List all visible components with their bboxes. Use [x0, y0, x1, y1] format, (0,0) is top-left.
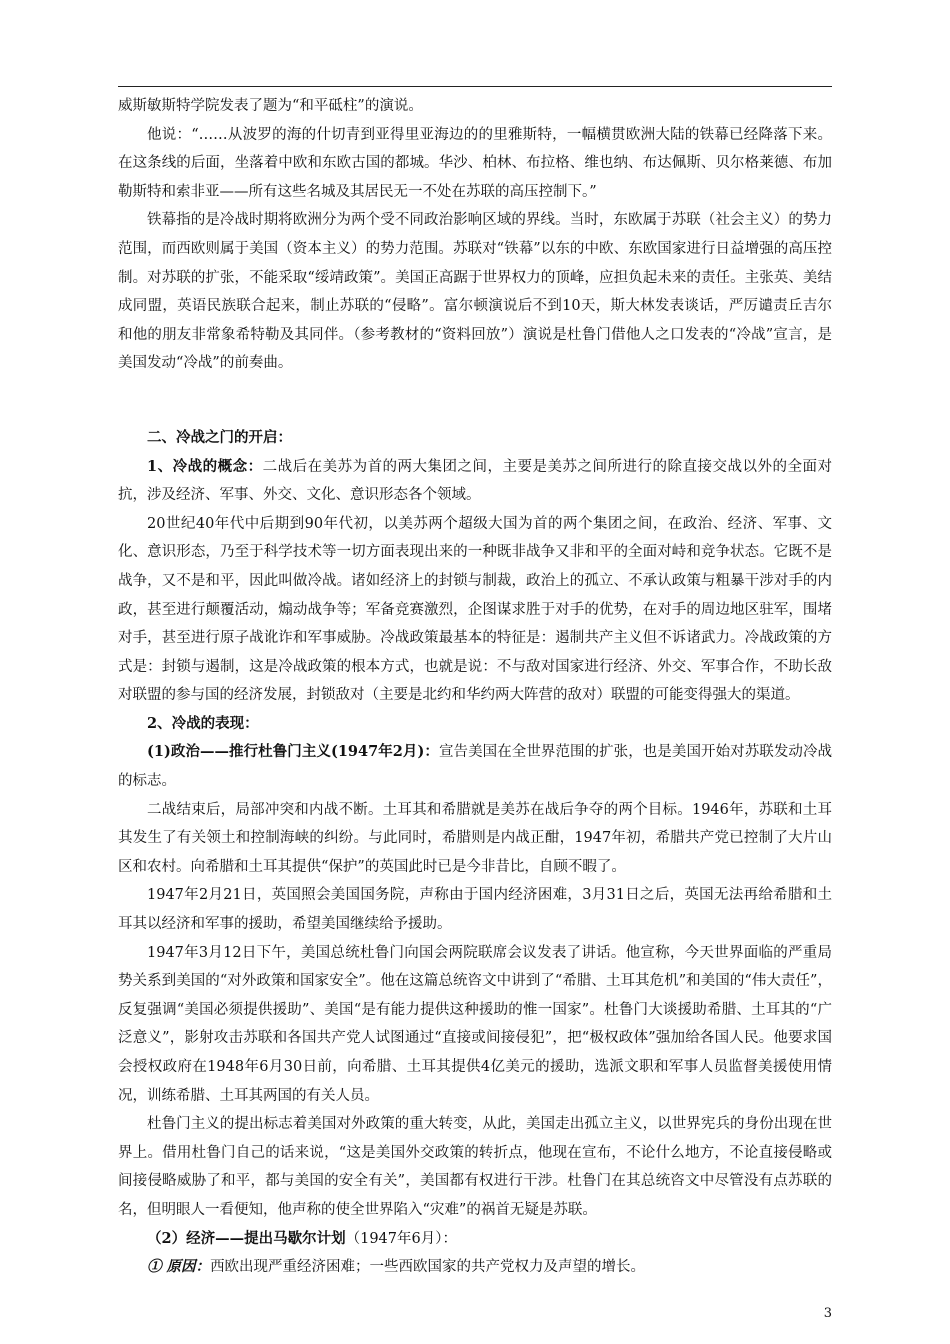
paragraph [118, 453, 832, 510]
paragraph-text: 西欧出现严重经济困难；一些西欧国家的共产党权力及声望的增长。 [210, 1259, 646, 1276]
paragraph-text: 二战后在美苏为首的两大集团之间，主要是美苏之间所进行的除直接交战以外的全面对抗，涉及经济、军事、外交、文化、意识形态各个领域。 [118, 458, 832, 504]
subheading-label: 1、冷战的概念： [147, 457, 263, 475]
subheading-label: （2）经济——提出马歇尔计划 [147, 1229, 346, 1247]
paragraph [118, 738, 832, 795]
subheading-label: ① 原因： [147, 1258, 211, 1276]
page-number: 3 [823, 1306, 832, 1321]
paragraph: 1947年2月21日，英国照会美国国务院，声称由于国内经济困难，3月31日之后，英国无法再给希腊和土耳其以经济和军事的援助，希望美国继续给予援助。 [118, 887, 832, 933]
paragraph: 他说：“……从波罗的海的什切青到亚得里亚海边的的里雅斯特，一幅横贯欧洲大陆的铁幕已经降落下来。在这条线的后面，坐落着中欧和东欧古国的都城。华沙、柏林、布拉格、维也纳、布达佩斯、贝尔格莱德、布加勒斯特和索非亚——所有这些名城及其居民无一不处在苏联的高压控制下。” [118, 126, 832, 200]
document-body [118, 92, 832, 1282]
section-spacer [118, 378, 832, 424]
paragraph: 20世纪40年代中后期到90年代初，以美苏两个超级大国为首的两个集团之间，在政治、经济、军事、文化、意识形态，乃至于科学技术等一切方面表现出来的一种既非战争又非和平的全面对峙和竞争状态。它既不是战争，又不是和平，因此叫做冷战。诸如经济上的封锁与制裁，政治上的孤立、不承认政策与粗暴干涉对手的内政，甚至进行颠覆活动，煽动战争等；军备竞赛激烈，企图谋求胜于对手的优势，在对手的周边地区驻军，围堵对手，甚至进行原子战讹诈和军事威胁。冷战政策最基本的特征是：遏制共产主义但不诉诸武力。冷战政策的方式是：封锁与遏制，这是冷战政策的根本方式，也就是说：不与敌对国家进行经济、外交、军事合作，不助长敌对联盟的参与国的经济发展，封锁敌对（主要是北约和华约两大阵营的敌对）联盟的可能变得强大的渠道。 [118, 515, 832, 704]
paragraph: 二战结束后，局部冲突和内战不断。土耳其和希腊就是美苏在战后争夺的两个目标。1946年，苏联和土耳其发生了有关领土和控制海峡的纠纷。与此同时，希腊则是内战正酣，1947年初，希腊共产党已控制了大片山区和农村。向希腊和土耳其提供“保护”的英国此时已是今非昔比，自顾不暇了。 [118, 801, 832, 875]
subheading-label: (1)政治——推行杜鲁门主义(1947年2月)： [147, 743, 439, 761]
paragraph: 铁幕指的是冷战时期将欧洲分为两个受不同政治影响区域的界线。当时，东欧属于苏联（社会主义）的势力范围，而西欧则属于美国（资本主义）的势力范围。苏联对“铁幕”以东的中欧、东欧国家进行日益增强的高压控制。对苏联的扩张，不能采取“绥靖政策”。美国正高踞于世界权力的顶峰，应担负起未来的责任。主张英、美结成同盟，英语民族联合起来，制止苏联的“侵略”。富尔顿演说后不到10天，斯大林发表谈话，严厉谴责丘吉尔和他的朋友非常象希特勒及其同伴。（参考教材的“资料回放”）演说是杜鲁门借他人之口发表的“冷战”宣言，是美国发动“冷战”的前奏曲。 [118, 212, 832, 372]
paragraph [118, 1253, 832, 1282]
paragraph-text: （1947年6月）： [345, 1230, 457, 1247]
subheading: 2、冷战的表现： [147, 714, 259, 732]
paragraph: 1947年3月12日下午，美国总统杜鲁门向国会两院联席会议发表了讲话。他宣称，今天世界面临的严重局势关系到美国的“对外政策和国家安全”。他在这篇总统咨文中讲到了“希腊、土耳其危机”和美国的“伟大责任”，反复强调“美国必须提供援助”、美国“是有能力提供这种援助的惟一国家”。杜鲁门大谈援助希腊、土耳其的“广泛意义”，影射攻击苏联和各国共产党人试图通过“直接或间接侵犯”，把“极权政体”强加给各国人民。他要求国会授权政府在1948年6月30日前，向希腊、土耳其提供4亿美元的援助，选派文职和军事人员监督美援使用情况，训练希腊、土耳其两国的有关人员。 [118, 944, 832, 1104]
header-rule [118, 86, 832, 87]
paragraph: 杜鲁门主义的提出标志着美国对外政策的重大转变，从此，美国走出孤立主义，以世界宪兵的身份出现在世界上。借用杜鲁门自己的话来说，“这是美国外交政策的转折点，他现在宣布，不论什么地方，不论直接侵略或间接侵略威胁了和平，都与美国的安全有关”，美国都有权进行干涉。杜鲁门在其总统咨文中尽管没有点苏联的名，但明眼人一看便知，他声称的使全世界陷入“灾难”的祸首无疑是苏联。 [118, 1116, 832, 1218]
section-heading: 二、冷战之门的开启： [147, 428, 292, 446]
paragraph-text: 宣告美国在全世界范围的扩张，也是美国开始对苏联发动冷战的标志。 [118, 744, 833, 790]
paragraph [118, 1225, 832, 1254]
paragraph: 威斯敏斯特学院发表了题为“和平砥柱”的演说。 [118, 98, 423, 114]
